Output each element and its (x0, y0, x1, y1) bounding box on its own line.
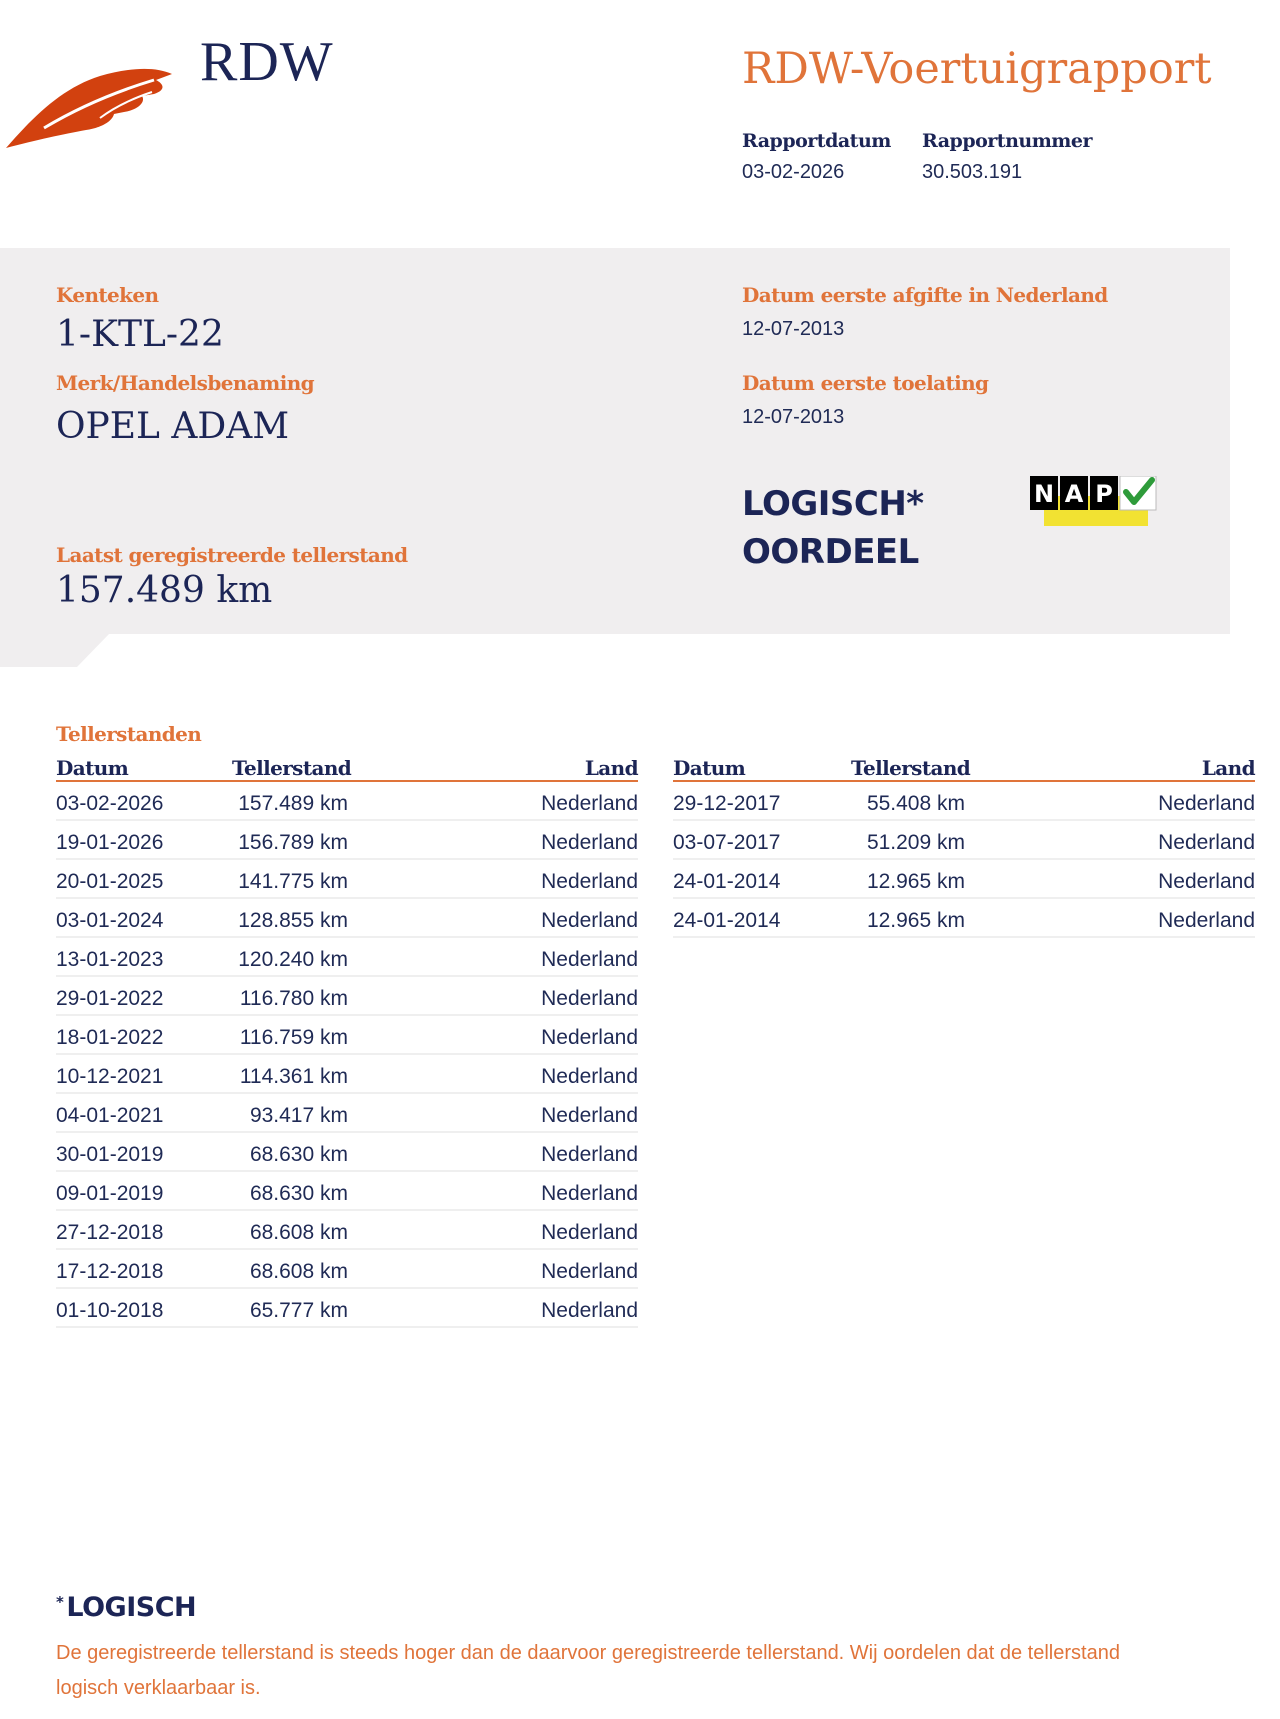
reading-odometer: 93.417 km (249, 1104, 348, 1127)
readings-table-left (56, 752, 638, 1328)
report-date: 03-02-2026 (742, 161, 845, 183)
reading-odometer: 51.209 km (866, 831, 965, 854)
reading-date: 03-01-2024 (56, 909, 164, 932)
reading-odometer: 116.780 km (239, 987, 348, 1010)
odometer-label: Laatst geregistreerde tellerstand (56, 543, 408, 567)
reading-odometer: 55.408 km (866, 792, 965, 815)
reading-odometer: 65.777 km (249, 1299, 348, 1322)
column-header-country: Land (584, 756, 638, 780)
first-issue-nl-label: Datum eerste afgifte in Nederland (742, 283, 1108, 307)
readings-title: Tellerstanden (56, 722, 202, 746)
reading-country: Nederland (541, 870, 638, 893)
reading-country: Nederland (541, 909, 638, 932)
brand-name: RDW (200, 31, 334, 93)
table-row (56, 1016, 638, 1055)
column-header-km: Tellerstand (851, 756, 971, 780)
reading-country: Nederland (541, 792, 638, 815)
reading-odometer: 68.608 km (249, 1221, 348, 1244)
reading-country: Nederland (1158, 792, 1255, 815)
reading-odometer: 68.608 km (249, 1260, 348, 1283)
first-issue-nl-date: 12-07-2013 (742, 318, 845, 340)
table-header (56, 752, 638, 782)
table-row (673, 899, 1255, 938)
reading-date: 29-01-2022 (56, 987, 164, 1010)
nap-letter-p: P (1095, 480, 1113, 508)
reading-date: 18-01-2022 (56, 1026, 164, 1049)
reading-date: 27-12-2018 (56, 1221, 164, 1244)
reading-odometer: 157.489 km (238, 792, 348, 815)
reading-date: 01-10-2018 (56, 1299, 164, 1322)
reading-country: Nederland (541, 831, 638, 854)
first-admission-date: 12-07-2013 (742, 406, 845, 428)
report-date-label: Rapportdatum (742, 130, 891, 152)
column-header-date: Datum (56, 756, 129, 780)
reading-country: Nederland (541, 1104, 638, 1127)
odometer-value: 157.489 km (56, 570, 273, 611)
reading-country: Nederland (1158, 831, 1255, 854)
rdw-logo-icon (4, 58, 174, 154)
reading-odometer: 128.855 km (238, 909, 348, 932)
nap-letter-a: A (1064, 480, 1084, 508)
readings-table-right (673, 752, 1255, 938)
table-row (56, 821, 638, 860)
reading-date: 09-01-2019 (56, 1182, 164, 1205)
table-row (56, 1055, 638, 1094)
reading-odometer: 116.759 km (239, 1026, 348, 1049)
reading-country: Nederland (1158, 909, 1255, 932)
nap-logo-icon (1030, 476, 1160, 526)
reading-date: 10-12-2021 (56, 1065, 164, 1088)
plate-label: Kenteken (56, 283, 159, 307)
table-row (56, 1289, 638, 1328)
report-number-label: Rapportnummer (922, 130, 1093, 152)
column-header-country: Land (1201, 756, 1255, 780)
footnote-title (56, 1592, 196, 1623)
make-label: Merk/Handelsbenaming (56, 371, 315, 395)
reading-country: Nederland (541, 1143, 638, 1166)
footnote-title-text: LOGISCH (66, 1592, 197, 1623)
report-number: 30.503.191 (922, 161, 1023, 183)
reading-country: Nederland (541, 1182, 638, 1205)
reading-country: Nederland (541, 1221, 638, 1244)
table-row (56, 860, 638, 899)
reading-date: 13-01-2023 (56, 948, 164, 971)
reading-country: Nederland (541, 1026, 638, 1049)
reading-country: Nederland (541, 1065, 638, 1088)
reading-country: Nederland (541, 1299, 638, 1322)
nap-letter-n: N (1033, 480, 1055, 508)
reading-odometer: 141.775 km (238, 870, 348, 893)
table-row (673, 821, 1255, 860)
reading-date: 24-01-2014 (673, 870, 781, 893)
verdict-logisch: LOGISCH* (742, 484, 924, 524)
reading-odometer: 12.965 km (866, 870, 965, 893)
table-row (56, 938, 638, 977)
reading-odometer: 68.630 km (249, 1143, 348, 1166)
table-row (56, 1094, 638, 1133)
column-header-date: Datum (673, 756, 746, 780)
reading-date: 17-12-2018 (56, 1260, 164, 1283)
reading-date: 19-01-2026 (56, 831, 164, 854)
table-row (56, 1133, 638, 1172)
footnote-marker: * (56, 1593, 64, 1611)
reading-country: Nederland (541, 1260, 638, 1283)
table-row (673, 782, 1255, 821)
reading-country: Nederland (1158, 870, 1255, 893)
reading-date: 24-01-2014 (673, 909, 781, 932)
verdict-oordeel: OORDEEL (742, 532, 919, 572)
table-row (56, 1250, 638, 1289)
table-row (673, 860, 1255, 899)
reading-odometer: 12.965 km (866, 909, 965, 932)
column-header-km: Tellerstand (232, 756, 352, 780)
reading-date: 29-12-2017 (673, 792, 781, 815)
table-header (673, 752, 1255, 782)
first-admission-label: Datum eerste toelating (742, 371, 989, 395)
table-row (56, 1172, 638, 1211)
reading-country: Nederland (541, 987, 638, 1010)
reading-date: 30-01-2019 (56, 1143, 164, 1166)
panel-tab-decoration (0, 633, 110, 667)
table-row (56, 977, 638, 1016)
reading-date: 03-07-2017 (673, 831, 781, 854)
table-row (56, 899, 638, 938)
plate-number: 1-KTL-22 (56, 314, 224, 355)
reading-odometer: 68.630 km (249, 1182, 348, 1205)
make-name: OPEL ADAM (56, 406, 290, 447)
reading-date: 20-01-2025 (56, 870, 164, 893)
reading-odometer: 120.240 km (238, 948, 348, 971)
reading-date: 03-02-2026 (56, 792, 164, 815)
reading-odometer: 156.789 km (238, 831, 348, 854)
footnote-text: De geregistreerde tellerstand is steeds hoger dan de daarvoor geregistreerde tellerstand. Wij oordelen dat de tellerstand logisch verklaarbaar is. (56, 1642, 1120, 1699)
reading-odometer: 114.361 km (239, 1065, 348, 1088)
report-title: RDW-Voertuigrapport (742, 44, 1212, 94)
reading-country: Nederland (541, 948, 638, 971)
table-row (56, 1211, 638, 1250)
reading-date: 04-01-2021 (56, 1104, 164, 1127)
table-row (56, 782, 638, 821)
